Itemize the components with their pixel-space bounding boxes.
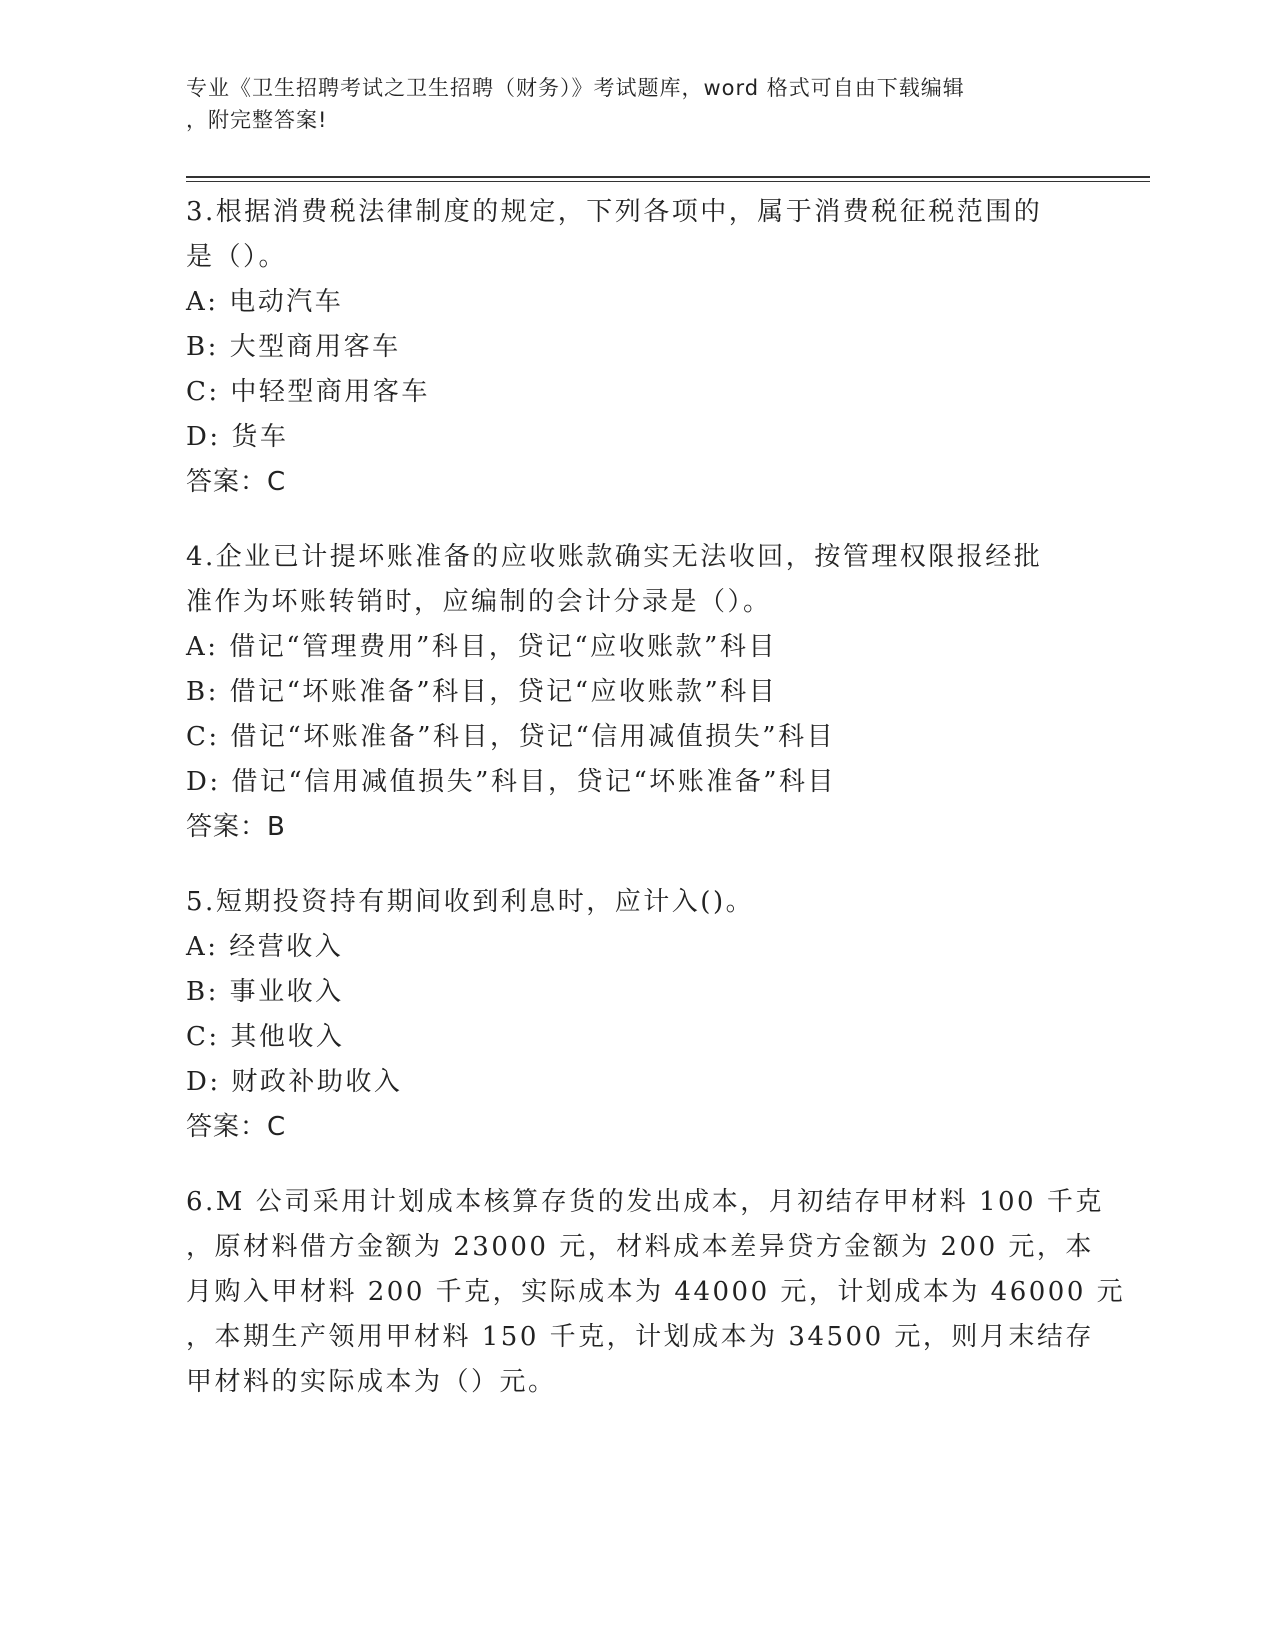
option-d: D: 借记“信用减值损失”科目，贷记“坏账准备”科目 xyxy=(186,767,837,797)
option-d: D: 财政补助收入 xyxy=(186,1067,403,1097)
option-b: B: 事业收入 xyxy=(186,977,344,1007)
document-header xyxy=(186,72,1066,136)
option-b: B: 借记“坏账准备”科目，贷记“应收账款”科目 xyxy=(186,677,778,707)
header-line-1: 专业《卫生招聘考试之卫生招聘（财务）》考试题库，word 格式可自由下载编辑 xyxy=(186,76,965,100)
question-stem xyxy=(186,190,1086,280)
stem-line: 准作为坏账转销时，应编制的会计分录是（）。 xyxy=(186,587,772,617)
header-divider-thin xyxy=(186,181,1150,182)
stem-line: 3.根据消费税法律制度的规定，下列各项中，属于消费税征税范围的 xyxy=(186,197,1043,227)
answer: 答案：C xyxy=(186,467,287,497)
question-6 xyxy=(186,1180,1126,1405)
stem-line: 4.企业已计提坏账准备的应收账款确实无法收回，按管理权限报经批 xyxy=(186,542,1043,572)
stem-line: 6.M 公司采用计划成本核算存货的发出成本，月初结存甲材料 100 千克 xyxy=(186,1187,1104,1217)
stem-line: 5.短期投资持有期间收到利息时，应计入()。 xyxy=(186,887,755,917)
stem-line: 甲材料的实际成本为（）元。 xyxy=(186,1367,557,1397)
option-b: B: 大型商用客车 xyxy=(186,332,401,362)
question-4 xyxy=(186,535,1086,850)
question-3 xyxy=(186,190,1086,505)
header-divider-thick xyxy=(186,176,1150,178)
option-a: A: 电动汽车 xyxy=(186,287,344,317)
option-d: D: 货车 xyxy=(186,422,289,452)
stem-line: ，本期生产领用甲材料 150 千克，计划成本为 34500 元，则月末结存 xyxy=(186,1322,1094,1352)
answer: 答案：B xyxy=(186,812,286,842)
option-c: C: 借记“坏账准备”科目，贷记“信用减值损失”科目 xyxy=(186,722,836,752)
stem-line: ，原材料借方金额为 23000 元，材料成本差异贷方金额为 200 元，本 xyxy=(186,1232,1094,1262)
question-list xyxy=(186,190,1126,1435)
question-stem xyxy=(186,1180,1126,1405)
option-c: C: 中轻型商用客车 xyxy=(186,377,430,407)
stem-line: 月购入甲材料 200 千克，实际成本为 44000 元，计划成本为 46000 元 xyxy=(186,1277,1126,1307)
answer: 答案：C xyxy=(186,1112,287,1142)
question-stem xyxy=(186,880,1086,925)
option-a: A: 经营收入 xyxy=(186,932,344,962)
header-line-2: ，附完整答案! xyxy=(186,108,328,132)
question-5 xyxy=(186,880,1086,1150)
stem-line: 是（）。 xyxy=(186,242,288,272)
option-c: C: 其他收入 xyxy=(186,1022,345,1052)
option-a: A: 借记“管理费用”科目，贷记“应收账款”科目 xyxy=(186,632,777,662)
question-stem xyxy=(186,535,1086,625)
